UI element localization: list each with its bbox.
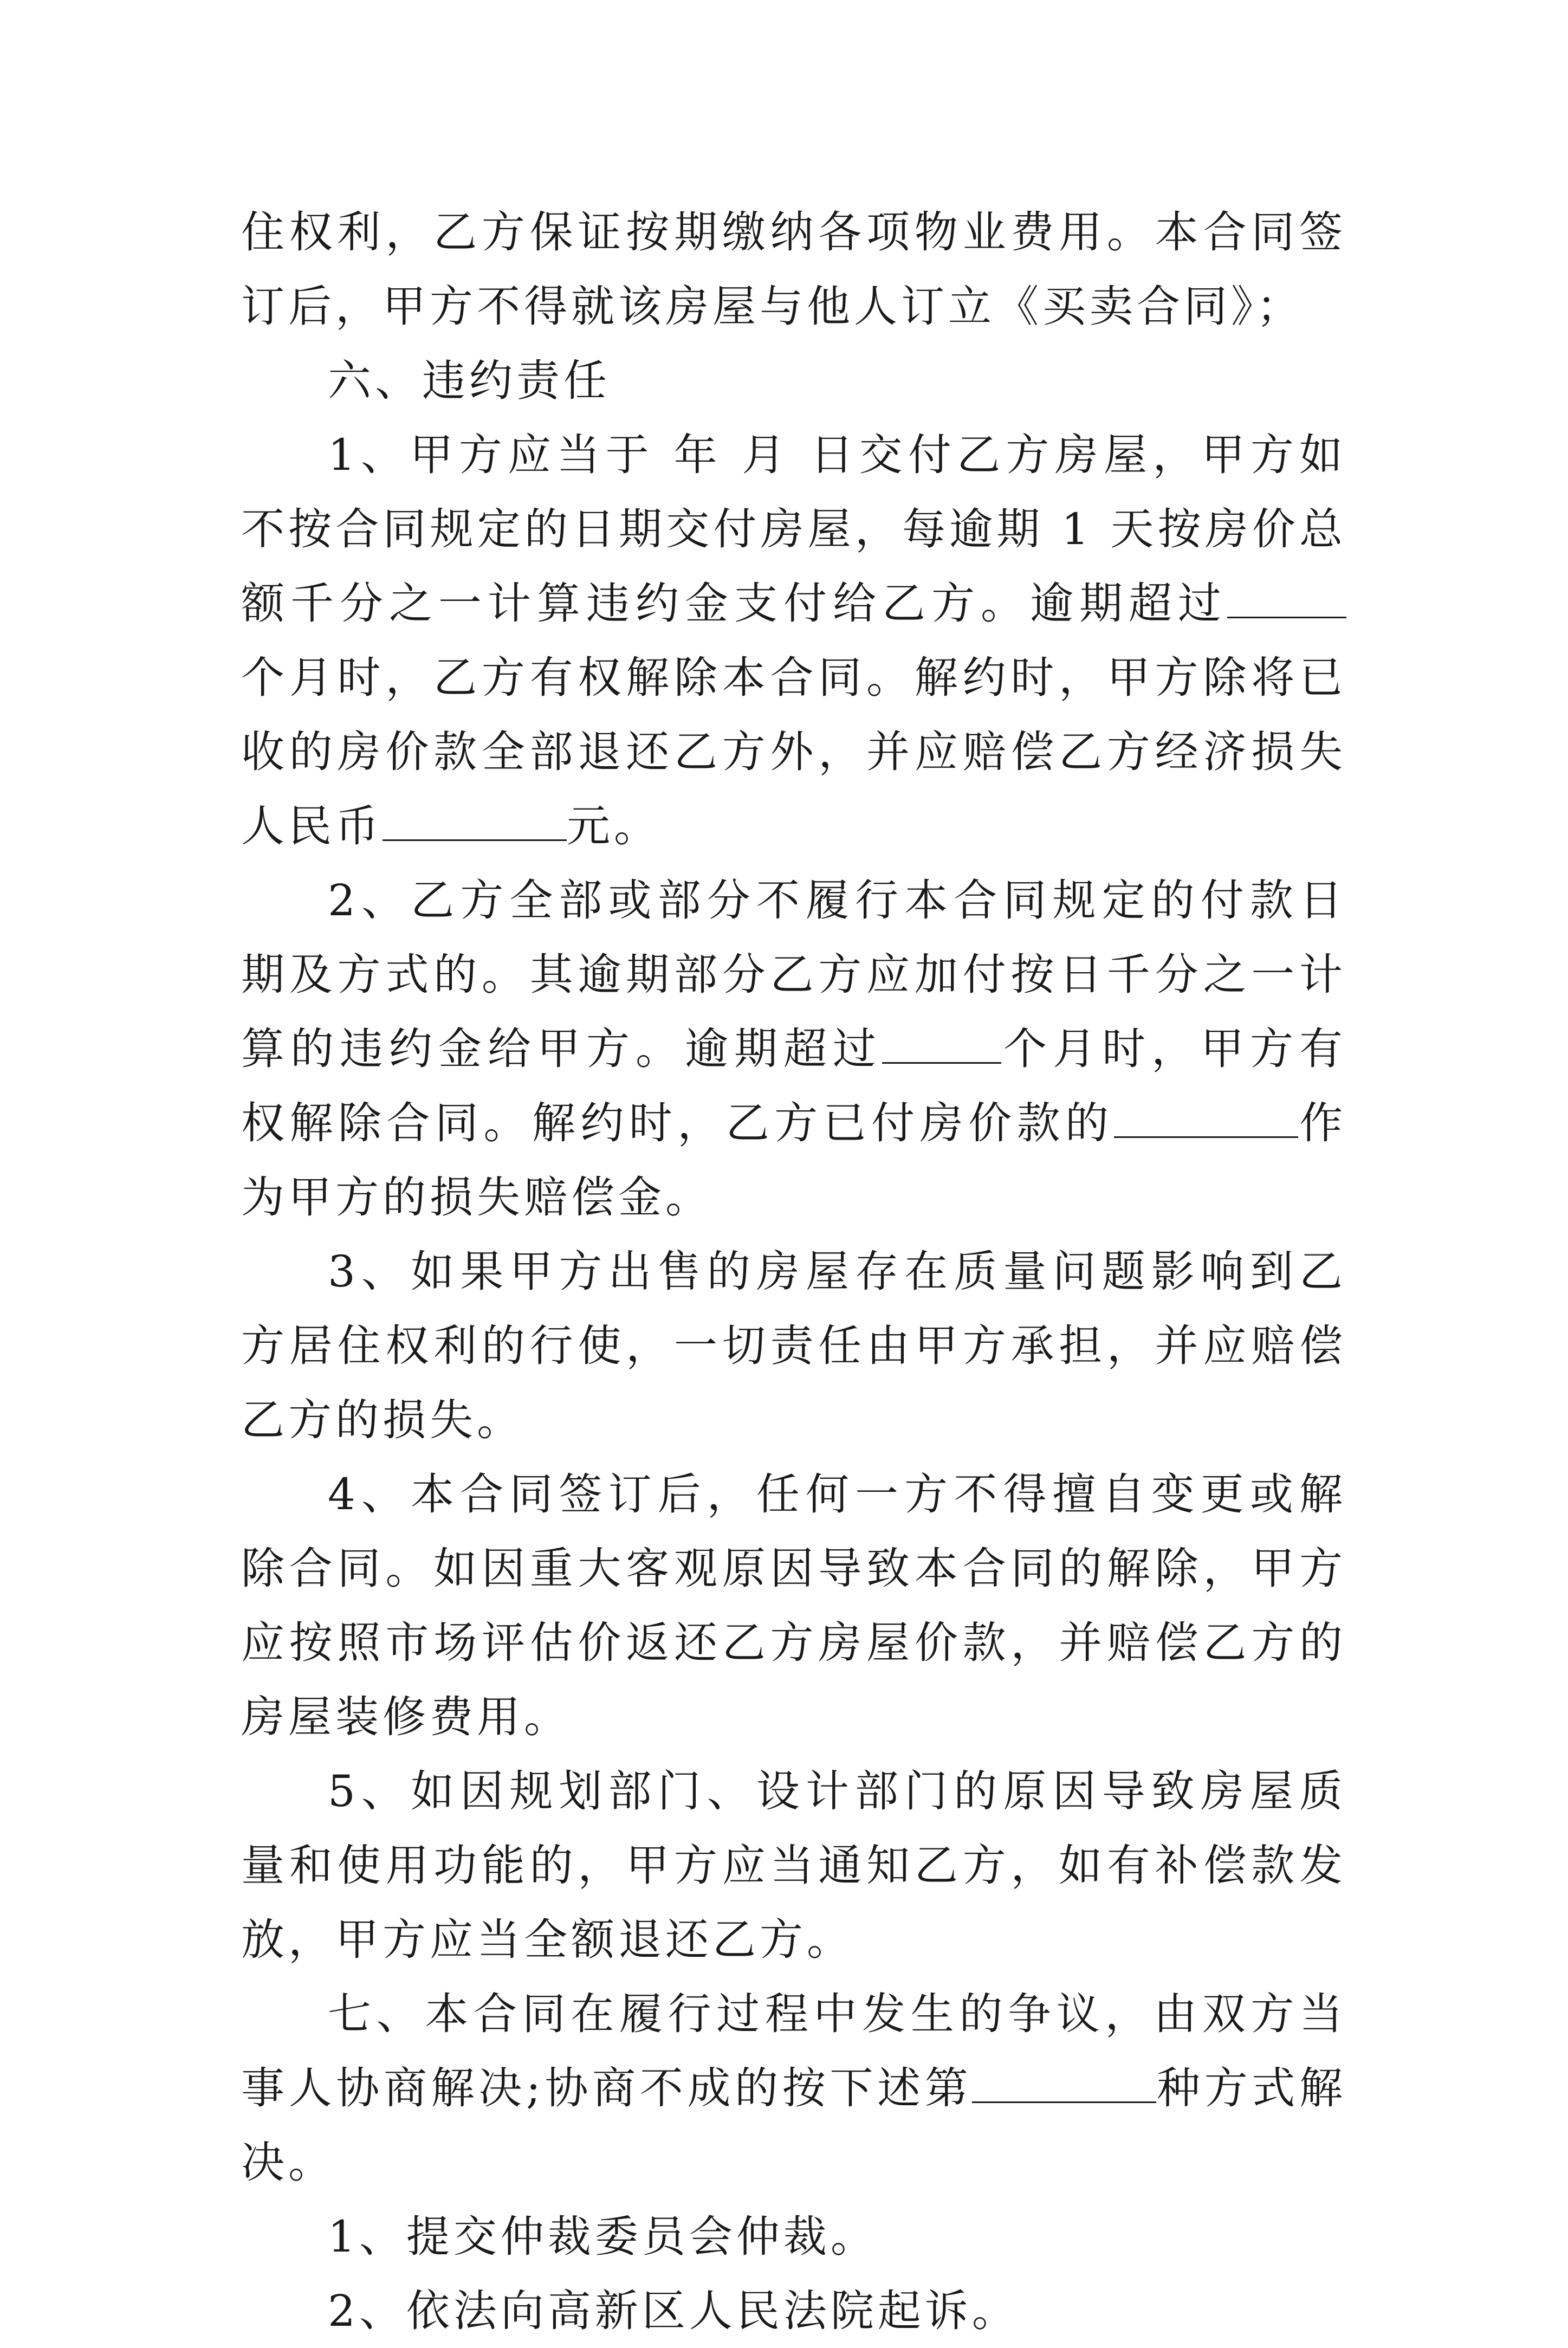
document-body [241,195,1346,2348]
section-heading-breach: 六、违约责任 [328,355,611,406]
blank-method-number [972,2064,1156,2103]
clause-2-text-b: 个月时，甲方有权解除合同。解约时，乙方已付房价款的 [241,1024,1346,1148]
clause-3: 3、如果甲方出售的房屋存在质量问题影响到乙方居住权利的行使，一切责任由甲方承担，并应赔偿乙方的损失。 [241,1246,1346,1445]
dispute-option-2: 2、依法向高新区人民法院起诉。 [328,2286,1019,2336]
blank-percentage [1114,1098,1298,1138]
clause-2 [241,863,1346,1234]
clause-1-text-a: 1、甲方应当于 年 月 日交付乙方房屋，甲方如不按合同规定的日期交付房屋，每逾期 1 天按房价总额千分之一计算违约金支付给乙方。逾期超过 [241,430,1346,629]
dispute-option-1: 1、提交仲裁委员会仲裁。 [328,2211,878,2262]
blank-months-overdue [1227,579,1346,618]
dispute-text-b: 种方式解决。 [241,2063,1346,2188]
clause-2-text-a: 2、乙方全部或部分不履行本合同规定的付款日期及方式的。其逾期部分乙方应加付按日千分之一计算的违约金给甲方。逾期超过 [241,875,1346,1074]
paragraph-continuation: 住权利，乙方保证按期缴纳各项物业费用。本合同签订后，甲方不得就该房屋与他人订立《买卖合同》； [241,207,1346,332]
clause-5: 5、如因规划部门、设计部门的原因导致房屋质量和使用功能的，甲方应当通知乙方，如有补偿款发放，甲方应当全额退还乙方。 [241,1766,1346,1965]
blank-months-overdue-2 [882,1024,1001,1064]
clause-4: 4、本合同签订后，任何一方不得擅自变更或解除合同。如因重大客观原因导致本合同的解除，甲方应按照市场评估价返还乙方房屋价款，并赔偿乙方的房屋装修费用。 [241,1469,1346,1742]
clause-2-text-c: 作为甲方的损失赔偿金。 [241,1098,1347,1222]
blank-compensation-amount [383,801,567,841]
section-dispute [241,1977,1346,2200]
dispute-text-a: 七、本合同在履行过程中发生的争议，由双方当事人协商解决;协商不成的按下述第 [241,1989,1346,2113]
clause-1 [241,418,1346,863]
clause-1-text-c: 元。 [567,801,661,851]
clause-1-text-b: 个月时，乙方有权解除本合同。解约时，甲方除将已收的房价款全部退还乙方外，并应赔偿乙方经济损失人民币 [241,652,1346,851]
